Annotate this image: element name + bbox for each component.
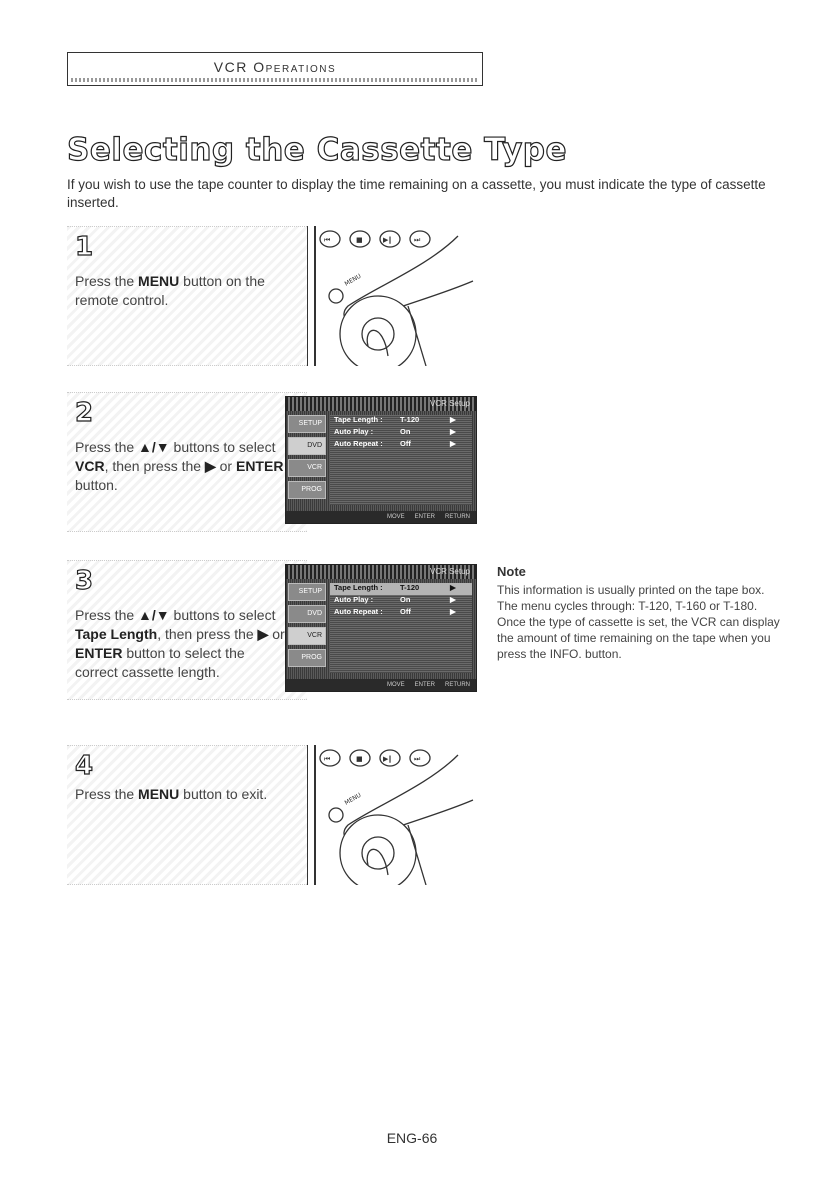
menu-row-auto-repeat: Auto Repeat : Off ▶ bbox=[334, 607, 456, 616]
remote-illustration-4 bbox=[307, 745, 477, 885]
note-line-2: Once the type of cassette is set, the VCR can display the amount of time remaining on the tape when you press the INFO. button. bbox=[497, 615, 780, 661]
step-2-text: Press the ▲/▼ buttons to select VCR, then press the ▶ or ENTER button. bbox=[75, 439, 284, 493]
section-label: VCR Operations bbox=[213, 59, 337, 75]
menu-tab-setup: SETUP bbox=[288, 415, 326, 433]
step-4-background bbox=[67, 745, 307, 885]
menu-label: MENU bbox=[343, 791, 363, 807]
page-number: ENG-66 bbox=[386, 1130, 438, 1146]
menu-title: VCR Setup bbox=[429, 399, 470, 408]
menu-title: VCR Setup bbox=[429, 567, 470, 576]
intro-text: If you wish to use the tape counter to display the time remaining on a cassette, you must indicate the type of cassette inserted. bbox=[67, 177, 766, 210]
menu-row-auto-play: Auto Play : On ▶ bbox=[334, 427, 456, 436]
menu-row-auto-repeat: Auto Repeat : Off ▶ bbox=[334, 439, 456, 448]
menu-tab-prog: PROG bbox=[288, 481, 326, 499]
next-icon: ⏭ bbox=[414, 236, 421, 244]
step-3-text: Press the ▲/▼ buttons to select Tape Length, then press the ▶ or ENTER button to select the correct cassette length. bbox=[75, 607, 285, 680]
menu-tab-prog: PROG bbox=[288, 649, 326, 667]
step-3 bbox=[67, 560, 477, 700]
step-4 bbox=[67, 745, 477, 885]
menu-screen-2: VCR Setup SETUP DVD VCR PROG Tape Length : T-120 ▶ Auto Play : On ▶ Auto Repeat : Off ▶ MOVE ENTER RETURN bbox=[285, 396, 477, 524]
stop-icon: ■ bbox=[356, 755, 363, 763]
step-2 bbox=[67, 392, 477, 532]
step-1-number: 1 bbox=[75, 232, 94, 262]
menu-tab-dvd: DVD bbox=[288, 437, 326, 455]
menu-tab-vcr: VCR bbox=[288, 459, 326, 477]
step-1-text: Press the MENU button on the remote control. bbox=[75, 273, 265, 308]
prev-icon: ⏮ bbox=[324, 236, 331, 244]
menu-label: MENU bbox=[343, 272, 363, 288]
prev-icon: ⏮ bbox=[324, 755, 331, 763]
remote-illustration-1 bbox=[307, 226, 477, 366]
step-4-number: 4 bbox=[75, 751, 94, 781]
menu-tab-vcr: VCR bbox=[288, 627, 326, 645]
step-1 bbox=[67, 226, 477, 366]
section-header bbox=[67, 52, 483, 86]
play-pause-icon: ▶‖ bbox=[383, 236, 392, 244]
step-4-text: Press the MENU button to exit. bbox=[75, 786, 268, 802]
menu-tab-dvd: DVD bbox=[288, 605, 326, 623]
menu-tab-setup: SETUP bbox=[288, 583, 326, 601]
note-title: Note bbox=[497, 564, 526, 579]
menu-row-tape-length: Tape Length : T-120 ▶ bbox=[330, 583, 472, 595]
menu-row-auto-play: Auto Play : On ▶ bbox=[334, 595, 456, 604]
play-pause-icon: ▶‖ bbox=[383, 755, 392, 763]
step-3-number: 3 bbox=[75, 566, 94, 596]
step-2-number: 2 bbox=[75, 398, 94, 428]
menu-row-tape-length: Tape Length : T-120 ▶ bbox=[334, 415, 456, 424]
note-body bbox=[497, 582, 787, 662]
menu-screen-3: VCR Setup SETUP DVD VCR PROG Tape Length : T-120 ▶ Auto Play : On ▶ Auto Repeat : Off ▶ MOVE ENTER RETURN bbox=[285, 564, 477, 692]
next-icon: ⏭ bbox=[414, 755, 421, 763]
note-line-1: This information is usually printed on the tape box. The menu cycles through: T-120, T-160 or T-180. bbox=[497, 583, 765, 613]
page-title: Selecting the Cassette Type bbox=[67, 132, 568, 168]
stop-icon: ■ bbox=[356, 236, 363, 244]
